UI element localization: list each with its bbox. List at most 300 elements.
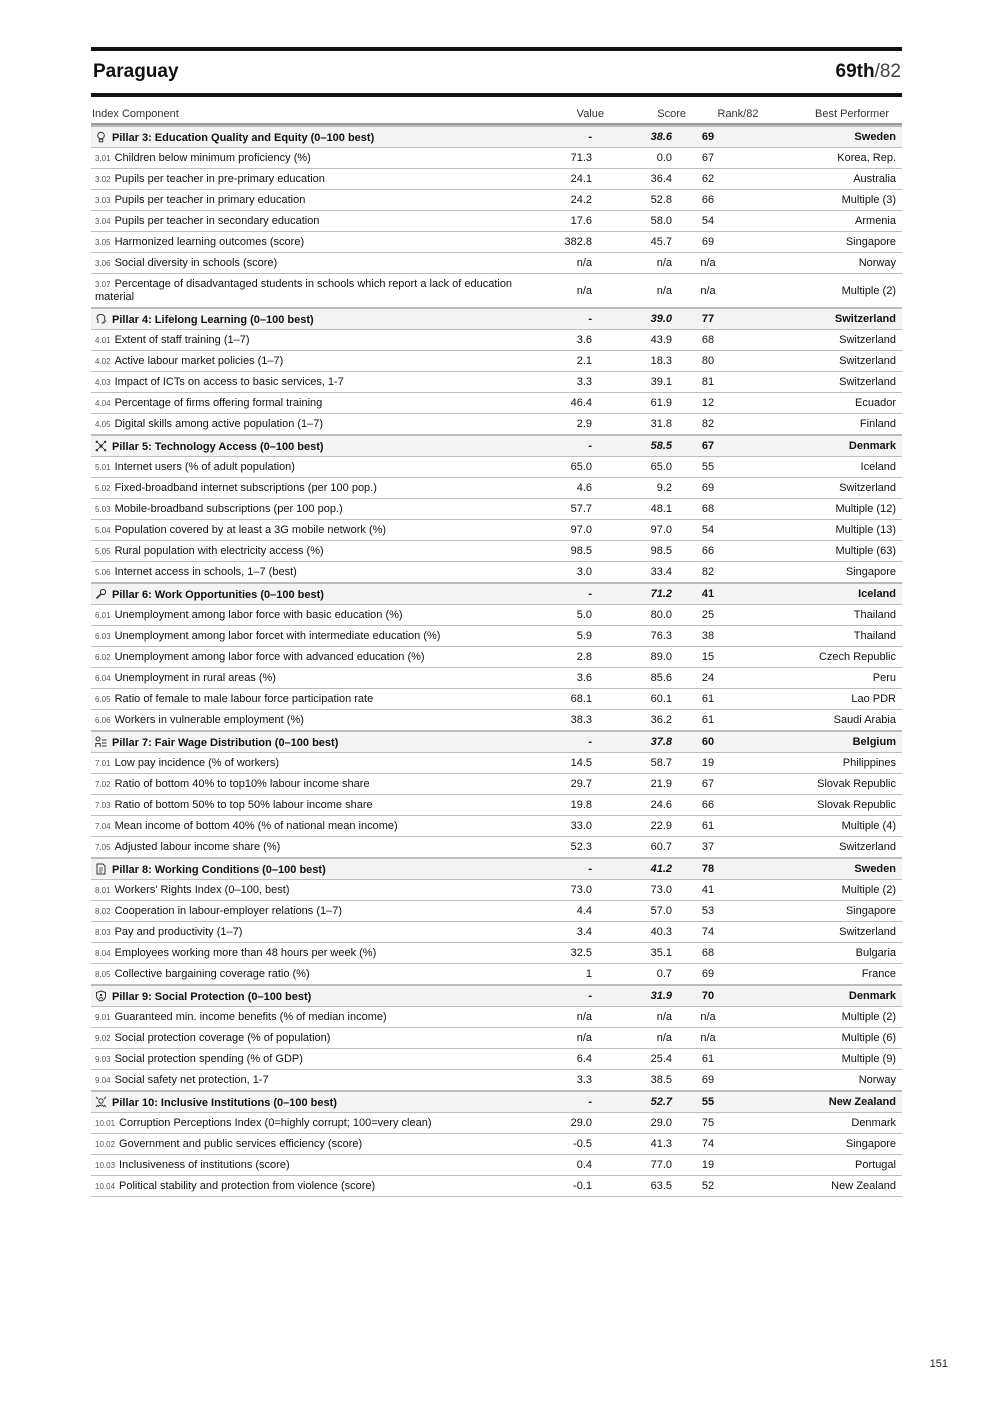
indicator-best-performer: Peru xyxy=(744,668,902,689)
indicator-name-cell xyxy=(91,880,547,901)
indicator-name-cell xyxy=(91,668,547,689)
pillar-rank: 78 xyxy=(672,858,744,880)
pillar-score: 71.2 xyxy=(592,583,672,605)
indicator-name-cell xyxy=(91,478,547,499)
indicator-row xyxy=(91,372,902,393)
indicator-rank: 67 xyxy=(672,148,744,169)
pillar-rank: 60 xyxy=(672,731,744,753)
indicator-rank: n/a xyxy=(672,1007,744,1028)
pillar-score: 58.5 xyxy=(592,435,672,457)
indicator-name: Rural population with electricity access (%) xyxy=(114,545,324,557)
indicator-name-cell xyxy=(91,1176,547,1197)
indicator-score: n/a xyxy=(592,1007,672,1028)
indicator-code: 10.01 xyxy=(95,1119,116,1128)
indicator-code: 6.04 xyxy=(95,674,111,683)
indicator-name: Active labour market policies (1–7) xyxy=(114,355,284,367)
indicator-code: 5.03 xyxy=(95,505,111,514)
indicator-best-performer: Multiple (2) xyxy=(744,1007,902,1028)
indicator-rank: 66 xyxy=(672,190,744,211)
indicator-name-cell xyxy=(91,562,547,584)
indicator-code: 7.04 xyxy=(95,822,111,831)
pillar-score: 38.6 xyxy=(592,126,672,148)
indicator-name: Corruption Perceptions Index (0=highly corrupt; 100=very clean) xyxy=(119,1117,432,1129)
indicator-best-performer: Switzerland xyxy=(744,922,902,943)
indicator-value: 0.4 xyxy=(547,1155,592,1176)
indicator-rank: 82 xyxy=(672,414,744,436)
indicator-code: 3.04 xyxy=(95,217,111,226)
indicator-rank: 68 xyxy=(672,943,744,964)
indicator-name: Social safety net protection, 1-7 xyxy=(114,1074,269,1086)
indicator-value: 4.4 xyxy=(547,901,592,922)
indicator-row xyxy=(91,148,902,169)
indicator-name: Extent of staff training (1–7) xyxy=(114,334,250,346)
pillar-title: Pillar 4: Lifelong Learning (0–100 best) xyxy=(112,313,314,326)
indicator-row xyxy=(91,190,902,211)
indicator-name-cell xyxy=(91,190,547,211)
indicator-row xyxy=(91,1007,902,1028)
indicator-value: 3.3 xyxy=(547,372,592,393)
wage-icon xyxy=(95,737,112,749)
indicator-best-performer: France xyxy=(744,964,902,986)
overall-rank-value: 69th xyxy=(835,61,875,82)
overall-rank-total: /82 xyxy=(874,61,901,82)
indicator-score: 39.1 xyxy=(592,372,672,393)
pillar-title-cell xyxy=(91,985,547,1007)
pillar-title-cell xyxy=(91,858,547,880)
indicator-rank: 81 xyxy=(672,372,744,393)
indicator-row xyxy=(91,330,902,351)
indicator-row xyxy=(91,562,902,584)
pillar-title: Pillar 3: Education Quality and Equity (0–100 best) xyxy=(112,131,375,144)
indicator-name: Mobile-broadband subscriptions (per 100 pop.) xyxy=(114,503,343,515)
indicator-row xyxy=(91,274,902,309)
indicator-score: 48.1 xyxy=(592,499,672,520)
indicator-rank: 66 xyxy=(672,795,744,816)
indicator-code: 4.01 xyxy=(95,336,111,345)
indicator-score: 63.5 xyxy=(592,1176,672,1197)
indicator-score: 31.8 xyxy=(592,414,672,436)
indicator-code: 9.03 xyxy=(95,1055,111,1064)
pillar-row xyxy=(91,583,902,605)
indicator-rank: 68 xyxy=(672,499,744,520)
indicator-row xyxy=(91,880,902,901)
indicator-code: 10.04 xyxy=(95,1182,116,1191)
pillar-title: Pillar 7: Fair Wage Distribution (0–100 best) xyxy=(112,736,339,749)
indicator-value: n/a xyxy=(547,274,592,309)
pillar-best-performer: Belgium xyxy=(744,731,902,753)
indicator-code: 8.04 xyxy=(95,949,111,958)
indicator-value: 29.0 xyxy=(547,1113,592,1134)
indicator-score: 22.9 xyxy=(592,816,672,837)
pillar-title: Pillar 5: Technology Access (0–100 best) xyxy=(112,440,324,453)
indicator-rank: 37 xyxy=(672,837,744,859)
indicator-best-performer: Switzerland xyxy=(744,837,902,859)
indicator-value: 38.3 xyxy=(547,710,592,732)
indicator-best-performer: Bulgaria xyxy=(744,943,902,964)
indicator-best-performer: Thailand xyxy=(744,605,902,626)
indicator-rank: 38 xyxy=(672,626,744,647)
indicator-best-performer: Multiple (2) xyxy=(744,880,902,901)
indicator-name-cell xyxy=(91,1113,547,1134)
indicator-name-cell xyxy=(91,1134,547,1155)
pillar-best-performer: New Zealand xyxy=(744,1091,902,1113)
indicator-name: Cooperation in labour-employer relations (1–7) xyxy=(114,905,343,917)
indicator-value: 382.8 xyxy=(547,232,592,253)
network-icon xyxy=(95,441,112,453)
indicator-value: 3.6 xyxy=(547,668,592,689)
indicator-best-performer: Singapore xyxy=(744,232,902,253)
indicator-rank: 67 xyxy=(672,774,744,795)
pillar-rank: 55 xyxy=(672,1091,744,1113)
indicator-value: 29.7 xyxy=(547,774,592,795)
indicator-rank: 69 xyxy=(672,478,744,499)
indicator-score: 89.0 xyxy=(592,647,672,668)
indicator-score: 76.3 xyxy=(592,626,672,647)
indicator-best-performer: Singapore xyxy=(744,1134,902,1155)
indicator-name-cell xyxy=(91,837,547,859)
indicator-code: 9.04 xyxy=(95,1076,111,1085)
indicator-rank: 53 xyxy=(672,901,744,922)
pillar-value: - xyxy=(547,858,592,880)
indicator-name: Ratio of bottom 50% to top 50% labour income share xyxy=(114,799,373,811)
indicator-value: n/a xyxy=(547,1028,592,1049)
indicator-score: 40.3 xyxy=(592,922,672,943)
indicator-score: 21.9 xyxy=(592,774,672,795)
indicator-code: 7.01 xyxy=(95,759,111,768)
indicator-score: 45.7 xyxy=(592,232,672,253)
pillar-best-performer: Denmark xyxy=(744,435,902,457)
indicator-name: Percentage of disadvantaged students in schools which report a lack of education material xyxy=(95,277,513,303)
indicator-score: 29.0 xyxy=(592,1113,672,1134)
indicator-code: 8.01 xyxy=(95,886,111,895)
column-headers xyxy=(91,97,902,125)
indicator-name-cell xyxy=(91,1049,547,1070)
indicator-code: 4.05 xyxy=(95,420,111,429)
pillar-best-performer: Switzerland xyxy=(744,308,902,330)
indicator-name-cell xyxy=(91,626,547,647)
indicator-name-cell xyxy=(91,541,547,562)
indicator-value: 2.1 xyxy=(547,351,592,372)
indicator-best-performer: Czech Republic xyxy=(744,647,902,668)
indicator-score: 85.6 xyxy=(592,668,672,689)
indicator-value: 5.0 xyxy=(547,605,592,626)
indicator-best-performer: Multiple (6) xyxy=(744,1028,902,1049)
indicator-row xyxy=(91,837,902,859)
indicator-value: 71.3 xyxy=(547,148,592,169)
indicator-score: 98.5 xyxy=(592,541,672,562)
indicator-row xyxy=(91,795,902,816)
index-table xyxy=(91,125,902,1197)
indicator-value: 3.0 xyxy=(547,562,592,584)
indicator-code: 6.05 xyxy=(95,695,111,704)
pillar-score: 39.0 xyxy=(592,308,672,330)
pillar-score: 41.2 xyxy=(592,858,672,880)
pillar-row xyxy=(91,1091,902,1113)
indicator-code: 5.06 xyxy=(95,568,111,577)
indicator-code: 4.03 xyxy=(95,378,111,387)
indicator-name: Collective bargaining coverage ratio (%) xyxy=(114,968,310,980)
indicator-code: 5.04 xyxy=(95,526,111,535)
indicator-name-cell xyxy=(91,148,547,169)
indicator-rank: 69 xyxy=(672,964,744,986)
indicator-score: 80.0 xyxy=(592,605,672,626)
pillar-title-cell xyxy=(91,435,547,457)
indicator-rank: 15 xyxy=(672,647,744,668)
indicator-name-cell xyxy=(91,232,547,253)
indicator-rank: 54 xyxy=(672,211,744,232)
indicator-name: Impact of ICTs on access to basic services, 1-7 xyxy=(114,376,344,388)
indicator-value: 97.0 xyxy=(547,520,592,541)
indicator-value: 3.3 xyxy=(547,1070,592,1092)
indicator-value: 6.4 xyxy=(547,1049,592,1070)
indicator-name: Percentage of firms offering formal training xyxy=(114,397,323,409)
indicator-name-cell xyxy=(91,372,547,393)
indicator-name-cell xyxy=(91,414,547,436)
indicator-name: Pay and productivity (1–7) xyxy=(114,926,243,938)
indicator-best-performer: Slovak Republic xyxy=(744,774,902,795)
indicator-best-performer: Norway xyxy=(744,253,902,274)
indicator-name: Harmonized learning outcomes (score) xyxy=(114,236,305,248)
indicator-value: 4.6 xyxy=(547,478,592,499)
indicator-value: 98.5 xyxy=(547,541,592,562)
indicator-code: 4.04 xyxy=(95,399,111,408)
indicator-name-cell xyxy=(91,943,547,964)
indicator-best-performer: Lao PDR xyxy=(744,689,902,710)
indicator-best-performer: Slovak Republic xyxy=(744,795,902,816)
indicator-name-cell xyxy=(91,795,547,816)
indicator-rank: 69 xyxy=(672,1070,744,1092)
indicator-code: 6.03 xyxy=(95,632,111,641)
protection-icon xyxy=(95,991,112,1003)
indicator-rank: 12 xyxy=(672,393,744,414)
indicator-value: 17.6 xyxy=(547,211,592,232)
indicator-rank: 74 xyxy=(672,922,744,943)
pillar-value: - xyxy=(547,435,592,457)
pillar-title-cell xyxy=(91,308,547,330)
pillar-best-performer: Iceland xyxy=(744,583,902,605)
indicator-rank: n/a xyxy=(672,1028,744,1049)
indicator-score: 36.2 xyxy=(592,710,672,732)
indicator-row xyxy=(91,710,902,732)
indicator-name: Mean income of bottom 40% (% of national mean income) xyxy=(114,820,398,832)
indicator-code: 5.02 xyxy=(95,484,111,493)
indicator-value: -0.1 xyxy=(547,1176,592,1197)
indicator-best-performer: Thailand xyxy=(744,626,902,647)
indicator-name-cell xyxy=(91,605,547,626)
indicator-rank: 75 xyxy=(672,1113,744,1134)
indicator-name: Unemployment among labor forcet with intermediate education (%) xyxy=(114,630,441,642)
institution-icon xyxy=(95,1097,112,1109)
brain-icon xyxy=(95,314,112,326)
indicator-code: 7.02 xyxy=(95,780,111,789)
pillar-row xyxy=(91,985,902,1007)
indicator-name-cell xyxy=(91,499,547,520)
indicator-name: Unemployment in rural areas (%) xyxy=(114,672,276,684)
indicator-row xyxy=(91,626,902,647)
pillar-score: 37.8 xyxy=(592,731,672,753)
indicator-name: Adjusted labour income share (%) xyxy=(114,841,281,853)
indicator-score: 25.4 xyxy=(592,1049,672,1070)
indicator-name: Workers' Rights Index (0–100, best) xyxy=(114,884,290,896)
indicator-value: 65.0 xyxy=(547,457,592,478)
indicator-best-performer: Singapore xyxy=(744,901,902,922)
indicator-value: 3.6 xyxy=(547,330,592,351)
indicator-rank: 62 xyxy=(672,169,744,190)
indicator-name: Ratio of bottom 40% to top10% labour income share xyxy=(114,778,370,790)
pillar-title: Pillar 6: Work Opportunities (0–100 best) xyxy=(112,588,324,601)
pillar-row xyxy=(91,731,902,753)
indicator-name: Inclusiveness of institutions (score) xyxy=(119,1159,290,1171)
indicator-name: Workers in vulnerable employment (%) xyxy=(114,714,304,726)
pillar-row xyxy=(91,308,902,330)
indicator-row xyxy=(91,211,902,232)
pillar-rank: 41 xyxy=(672,583,744,605)
indicator-name-cell xyxy=(91,901,547,922)
indicator-row xyxy=(91,478,902,499)
indicator-row xyxy=(91,1176,902,1197)
indicator-rank: 24 xyxy=(672,668,744,689)
pillar-title: Pillar 9: Social Protection (0–100 best) xyxy=(112,990,312,1003)
indicator-code: 6.06 xyxy=(95,716,111,725)
indicator-row xyxy=(91,753,902,774)
indicator-name: Pupils per teacher in primary education xyxy=(114,194,306,206)
indicator-name: Internet access in schools, 1–7 (best) xyxy=(114,566,297,578)
indicator-name: Political stability and protection from violence (score) xyxy=(119,1180,376,1192)
indicator-name: Internet users (% of adult population) xyxy=(114,461,295,473)
indicator-rank: 68 xyxy=(672,330,744,351)
indicator-row xyxy=(91,964,902,986)
indicator-best-performer: Australia xyxy=(744,169,902,190)
indicator-row xyxy=(91,351,902,372)
indicator-name: Social protection coverage (% of population) xyxy=(114,1032,331,1044)
pillar-row xyxy=(91,126,902,148)
page-number: 151 xyxy=(929,1358,948,1370)
indicator-row xyxy=(91,943,902,964)
col-rank: Rank/82 xyxy=(717,108,759,120)
indicator-best-performer: Switzerland xyxy=(744,330,902,351)
indicator-score: 9.2 xyxy=(592,478,672,499)
indicator-row xyxy=(91,253,902,274)
indicator-best-performer: Multiple (13) xyxy=(744,520,902,541)
indicator-rank: 61 xyxy=(672,816,744,837)
indicator-code: 9.01 xyxy=(95,1013,111,1022)
indicator-rank: 54 xyxy=(672,520,744,541)
indicator-name: Pupils per teacher in secondary education xyxy=(114,215,320,227)
indicator-best-performer: Multiple (12) xyxy=(744,499,902,520)
indicator-value: n/a xyxy=(547,1007,592,1028)
indicator-score: 60.1 xyxy=(592,689,672,710)
pillar-rank: 70 xyxy=(672,985,744,1007)
indicator-score: 58.7 xyxy=(592,753,672,774)
indicator-name-cell xyxy=(91,211,547,232)
indicator-value: 19.8 xyxy=(547,795,592,816)
pillar-value: - xyxy=(547,1091,592,1113)
indicator-name-cell xyxy=(91,330,547,351)
indicator-value: 2.8 xyxy=(547,647,592,668)
indicator-score: 61.9 xyxy=(592,393,672,414)
indicator-name-cell xyxy=(91,689,547,710)
pillar-rank: 69 xyxy=(672,126,744,148)
indicator-best-performer: Switzerland xyxy=(744,478,902,499)
indicator-row xyxy=(91,647,902,668)
col-value: Value xyxy=(576,108,604,120)
indicator-value: 46.4 xyxy=(547,393,592,414)
indicator-score: 65.0 xyxy=(592,457,672,478)
indicator-name: Unemployment among labor force with advanced education (%) xyxy=(114,651,425,663)
col-score: Score xyxy=(657,108,686,120)
indicator-best-performer: Switzerland xyxy=(744,351,902,372)
indicator-value: 52.3 xyxy=(547,837,592,859)
country-profile-page xyxy=(91,47,902,1197)
indicator-name: Digital skills among active population (1–7) xyxy=(114,418,324,430)
indicator-score: n/a xyxy=(592,274,672,309)
document-icon xyxy=(95,864,112,876)
indicator-value: 2.9 xyxy=(547,414,592,436)
country-header xyxy=(91,51,902,93)
pillar-value: - xyxy=(547,308,592,330)
indicator-score: 33.4 xyxy=(592,562,672,584)
indicator-code: 8.02 xyxy=(95,907,111,916)
indicator-name-cell xyxy=(91,1070,547,1092)
indicator-score: 52.8 xyxy=(592,190,672,211)
indicator-row xyxy=(91,668,902,689)
indicator-best-performer: Iceland xyxy=(744,457,902,478)
indicator-rank: 41 xyxy=(672,880,744,901)
indicator-name: Children below minimum proficiency (%) xyxy=(114,152,311,164)
indicator-score: 0.0 xyxy=(592,148,672,169)
pillar-best-performer: Sweden xyxy=(744,858,902,880)
indicator-row xyxy=(91,1028,902,1049)
pillar-title: Pillar 10: Inclusive Institutions (0–100 best) xyxy=(112,1096,337,1109)
indicator-code: 4.02 xyxy=(95,357,111,366)
indicator-rank: 19 xyxy=(672,753,744,774)
indicator-row xyxy=(91,922,902,943)
pillar-title-cell xyxy=(91,1091,547,1113)
indicator-score: 60.7 xyxy=(592,837,672,859)
indicator-value: 32.5 xyxy=(547,943,592,964)
indicator-rank: 55 xyxy=(672,457,744,478)
indicator-row xyxy=(91,457,902,478)
indicator-name-cell xyxy=(91,393,547,414)
indicator-score: 0.7 xyxy=(592,964,672,986)
indicator-code: 5.05 xyxy=(95,547,111,556)
indicator-name-cell xyxy=(91,922,547,943)
indicator-name-cell xyxy=(91,169,547,190)
indicator-score: 58.0 xyxy=(592,211,672,232)
indicator-best-performer: Ecuador xyxy=(744,393,902,414)
indicator-score: 18.3 xyxy=(592,351,672,372)
indicator-row xyxy=(91,605,902,626)
indicator-code: 3.05 xyxy=(95,238,111,247)
indicator-value: 57.7 xyxy=(547,499,592,520)
indicator-code: 9.02 xyxy=(95,1034,111,1043)
pillar-rank: 77 xyxy=(672,308,744,330)
indicator-score: 57.0 xyxy=(592,901,672,922)
pillar-best-performer: Sweden xyxy=(744,126,902,148)
indicator-value: 3.4 xyxy=(547,922,592,943)
indicator-code: 3.06 xyxy=(95,259,111,268)
indicator-rank: 80 xyxy=(672,351,744,372)
indicator-score: n/a xyxy=(592,253,672,274)
indicator-row xyxy=(91,393,902,414)
indicator-code: 10.02 xyxy=(95,1140,116,1149)
indicator-best-performer: Switzerland xyxy=(744,372,902,393)
indicator-score: 77.0 xyxy=(592,1155,672,1176)
indicator-name: Unemployment among labor force with basic education (%) xyxy=(114,609,403,621)
indicator-row xyxy=(91,169,902,190)
indicator-code: 7.03 xyxy=(95,801,111,810)
indicator-score: 43.9 xyxy=(592,330,672,351)
